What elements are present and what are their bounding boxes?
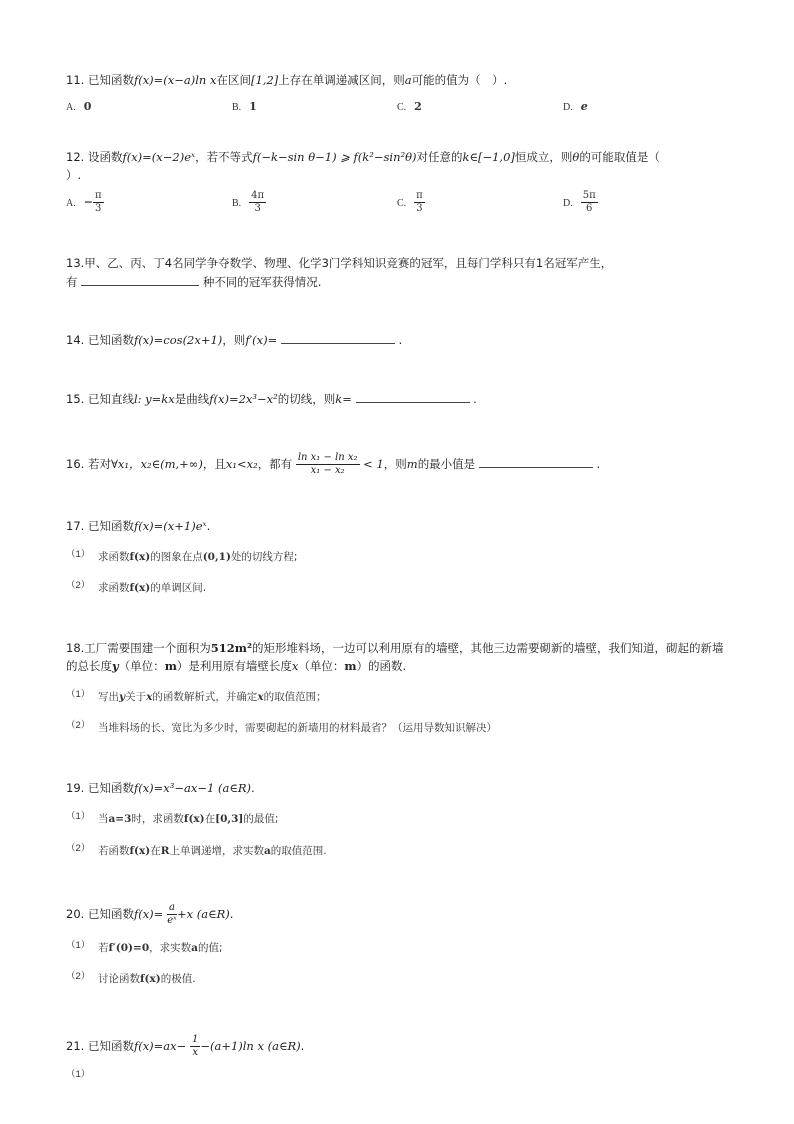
question-16: 16. 若对∀x₁，x₂∈(m,+∞)，且x₁<x₂，都有 $\frac{\text{ln x₁ − ln x₂}}{\text{x₁ − x₂}}$ < 1，则m的最小值是 . [66, 452, 601, 476]
answer-blank[interactable] [356, 390, 470, 403]
sub-question-2: （2） 若函数f(x)在R上单调递增，求实数a的取值范围. [66, 843, 327, 857]
formula: f(x)=2x³−x² [209, 392, 278, 406]
fraction: $\frac{\text{ln x₁ − ln x₂}}{\text{x₁ − x₂}}$ [297, 452, 358, 476]
sub-question-1: （1） 求函数f(x)的图象在点(0,1)处的切线方程; [66, 549, 298, 563]
formula: f(x)=cos(2x+1) [133, 333, 223, 347]
option-b: B. 1 [232, 100, 257, 113]
option-c: C. 2 [397, 100, 422, 113]
sub-question-1: （1） 若f′(0)=0，求实数a的值; [66, 940, 223, 954]
question-18: 18.工厂需要围建一个面积为512m²的矩形堆料场，一边可以利用原有的墙壁，其他三边需要砌新的墙壁，我们知道，砌起的新墙 [66, 641, 724, 655]
question-number: 18. [66, 641, 85, 655]
question-number: 13. [66, 256, 85, 270]
question-13-line2: 有 种不同的冠军获得情况. [66, 275, 322, 289]
question-number: 14. [66, 333, 85, 347]
question-number: 21. [66, 1039, 85, 1053]
sub-question-2: （2） 讨论函数f(x)的极值. [66, 971, 196, 985]
sub-question-1: （1） 写出y关于x的函数解析式，并确定x的取值范围； [66, 689, 327, 703]
question-17: 17. 已知函数f(x)=(x+1)eˣ. [66, 519, 211, 533]
option-a: A. − $\frac{\pi}{3}$ [66, 190, 102, 214]
formula: f(x)=x³−ax−1 (a∈R) [133, 781, 251, 795]
fraction: $\frac{1}{x}$ [191, 1034, 199, 1058]
question-number: 15. [66, 392, 85, 406]
question-11: 11. 已知函数f(x)=(x−a)ln x在区间[1,2]上存在单调递减区间，则a可能的值为（ ）. [66, 73, 508, 87]
answer-blank[interactable] [479, 455, 593, 468]
sub-question-2: （2） 求函数f(x)的单调区间. [66, 580, 207, 594]
question-12-line2: ）. [66, 168, 82, 182]
sub-question-2: （2） 当堆料场的长、宽比为多少时，需要砌起的新墙用的材料最省？（运用导数知识解决） [66, 720, 497, 734]
option-c: C. $\frac{\pi}{3}$ [397, 190, 423, 214]
formula: f(x)=(x+1)eˣ [133, 519, 207, 533]
sub-question-1: （1） 当a=3时，求函数f(x)在[0,3]的最值; [66, 811, 279, 825]
question-13: 13.甲、乙、丙、丁4名同学争夺数学、物理、化学3门学科知识竞赛的冠军，且每门学科只有1名冠军产生， [66, 256, 613, 270]
question-15: 15. 已知直线l: y=kx是曲线f(x)=2x³−x²的切线，则k= . [66, 392, 477, 406]
question-number: 17. [66, 519, 85, 533]
question-21: 21. 已知函数f(x)=ax− $\frac{1}{x}$ −(a+1)ln x (a∈R). [66, 1034, 305, 1058]
question-number: 19. [66, 781, 85, 795]
option-b: B. $\frac{4\pi}{3}$ [232, 190, 265, 214]
question-number: 11. [66, 73, 85, 87]
answer-blank[interactable] [281, 331, 395, 344]
question-20: 20. 已知函数f(x)= $\frac{a}{\text{eˣ}}$ +x (a∈R). [66, 902, 234, 926]
fraction: $\frac{a}{\text{eˣ}}$ [167, 902, 177, 926]
question-12: 12. 设函数f(x)=(x−2)eˣ，若不等式f(−k−sin θ−1) ⩾ f(k²−sin²θ)对任意的k∈[−1,0]恒成立，则θ的可能取值是（ [66, 150, 660, 164]
question-19: 19. 已知函数f(x)=x³−ax−1 (a∈R). [66, 781, 255, 795]
option-d: D. e [563, 100, 588, 113]
question-18-line2: 的总长度y（单位：m）是利用原有墙壁长度x（单位：m）的函数. [66, 659, 407, 673]
question-number: 12. [66, 150, 85, 164]
question-number: 20. [66, 907, 85, 921]
question-number: 16. [66, 457, 85, 471]
question-14: 14. 已知函数f(x)=cos(2x+1)，则f′(x)= . [66, 333, 403, 347]
option-d: D. $\frac{5\pi}{6}$ [563, 190, 596, 214]
formula: f(x)=(x−2)eˣ [122, 150, 196, 164]
inequality: f(−k−sin θ−1) ⩾ f(k²−sin²θ) [252, 150, 417, 164]
sub-question-1: （1） [66, 1069, 91, 1080]
answer-blank[interactable] [81, 273, 199, 286]
formula: f(x)=(x−a)ln x [133, 73, 217, 87]
option-a: A. 0 [66, 100, 92, 113]
